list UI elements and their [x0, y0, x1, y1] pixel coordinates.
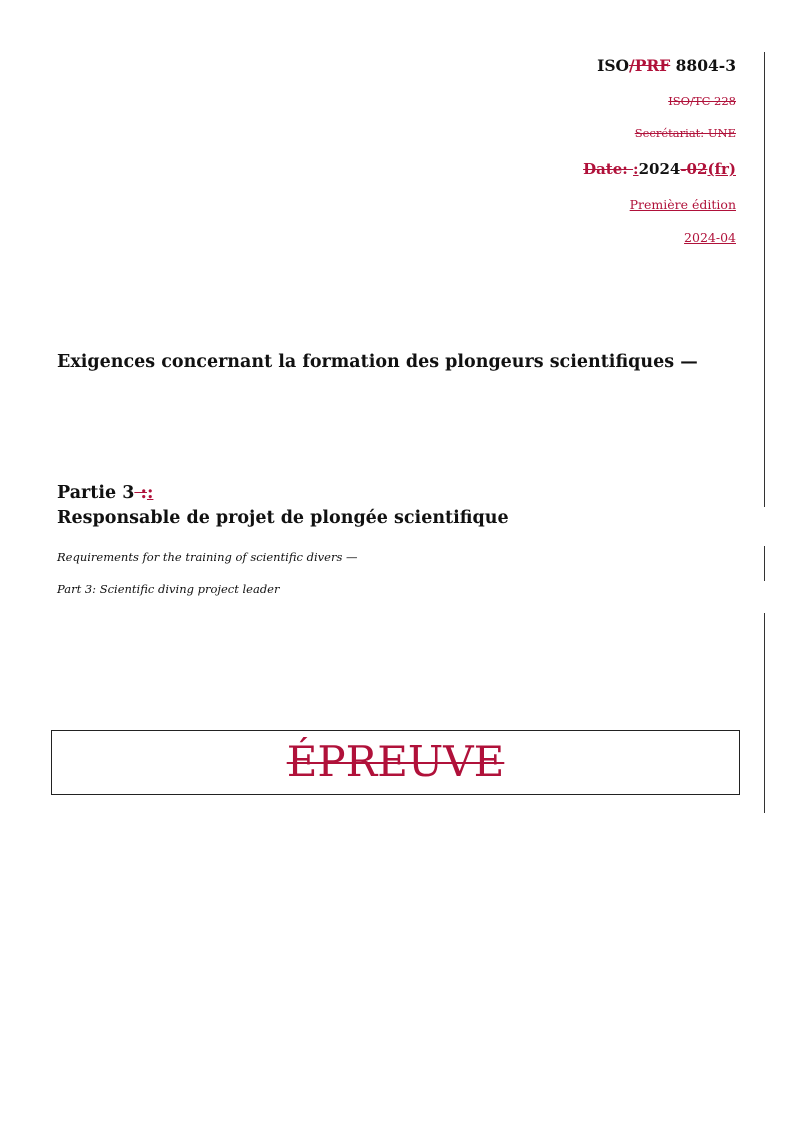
std-deleted-prf: /PRF	[629, 56, 671, 75]
part-sep-inserted: :	[146, 483, 154, 503]
secretariat-deleted: Secrétariat: UNE	[634, 126, 736, 140]
part-number	[57, 483, 153, 503]
standard-number	[597, 56, 736, 75]
part-sep-deleted: :	[134, 483, 147, 503]
date-label-deleted: Date:	[583, 160, 634, 178]
change-bar-top	[764, 52, 765, 507]
date-colon-inserted: :	[633, 160, 639, 178]
date-year: 2024	[638, 160, 681, 178]
change-bar-bottom	[764, 613, 765, 813]
std-number: 8804-3	[670, 56, 736, 75]
document-date	[583, 160, 736, 178]
proof-box	[51, 730, 740, 795]
main-title: Exigences concernant la formation des plongeurs scientifiques —	[57, 352, 698, 372]
proof-label: ÉPREUVE	[286, 737, 505, 786]
english-title-text: Requirements for the training of scientific divers —	[57, 550, 358, 564]
std-prefix: ISO	[597, 56, 630, 75]
part-label: Partie 3	[57, 483, 135, 503]
committee	[668, 94, 736, 108]
date-lang-inserted: (fr)	[707, 160, 736, 178]
pubdate-inserted: 2024-04	[684, 230, 736, 245]
secretariat	[635, 126, 736, 140]
change-bar-middle	[764, 546, 765, 581]
committee-deleted: ISO/TC 228	[668, 94, 736, 108]
publication-date	[684, 230, 736, 245]
english-part-title: Part 3: Scientific diving project leader	[57, 582, 280, 596]
edition-inserted: Première édition	[629, 197, 736, 212]
edition	[630, 197, 736, 212]
part-title: Responsable de projet de plongée scientifique	[57, 508, 509, 528]
date-month-deleted: -02	[680, 160, 708, 178]
english-title	[57, 550, 358, 564]
